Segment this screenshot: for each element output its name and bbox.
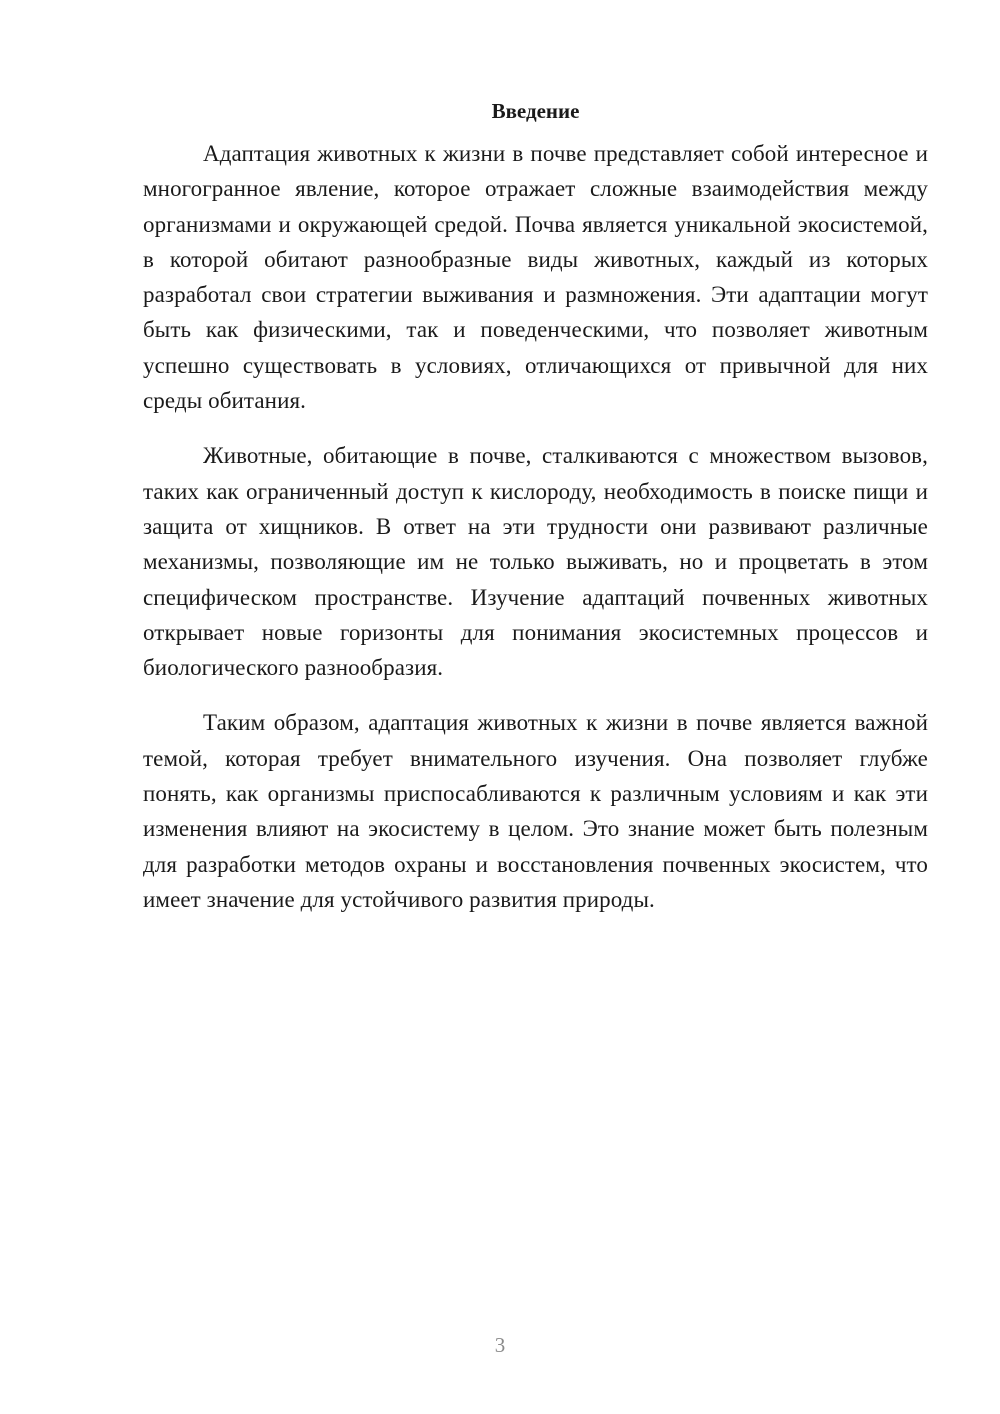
page-number: 3	[494, 1333, 506, 1357]
section-heading: Введение	[491, 99, 580, 123]
page-content	[143, 96, 928, 937]
paragraph-2: Животные, обитающие в почве, сталкиваются с множеством вызовов, таких как ограниченный доступ к кислороду, необходимость в поиске пищи и защита от хищников. В ответ на эти трудности они развивают различные механизмы, позволяющие им не только выживать, но и процветать в этом специфическом пространстве. Изучение адаптаций почвенных животных открывает новые горизонты для понимания экосистемных процессов и биологического разнообразия.	[143, 443, 928, 681]
paragraph-3: Таким образом, адаптация животных к жизни в почве является важной темой, которая требует внимательного изучения. Она позволяет глубже понять, как организмы приспосабливаются к различным условиям и как эти изменения влияют на экосистему в целом. Это знание может быть полезным для разработки методов охраны и восстановления почвенных экосистем, что имеет значение для устойчивого развития природы.	[143, 710, 928, 912]
paragraph-1: Адаптация животных к жизни в почве представляет собой интересное и многогранное явление, которое отражает сложные взаимодействия между организмами и окружающей средой. Почва является уникальной экосистемой, в которой обитают разнообразные виды животных, каждый из которых разработал свои стратегии выживания и размножения. Эти адаптации могут быть как физическими, так и поведенческими, что позволяет животным успешно существовать в условиях, отличающихся от привычной для них среды обитания.	[143, 141, 928, 414]
